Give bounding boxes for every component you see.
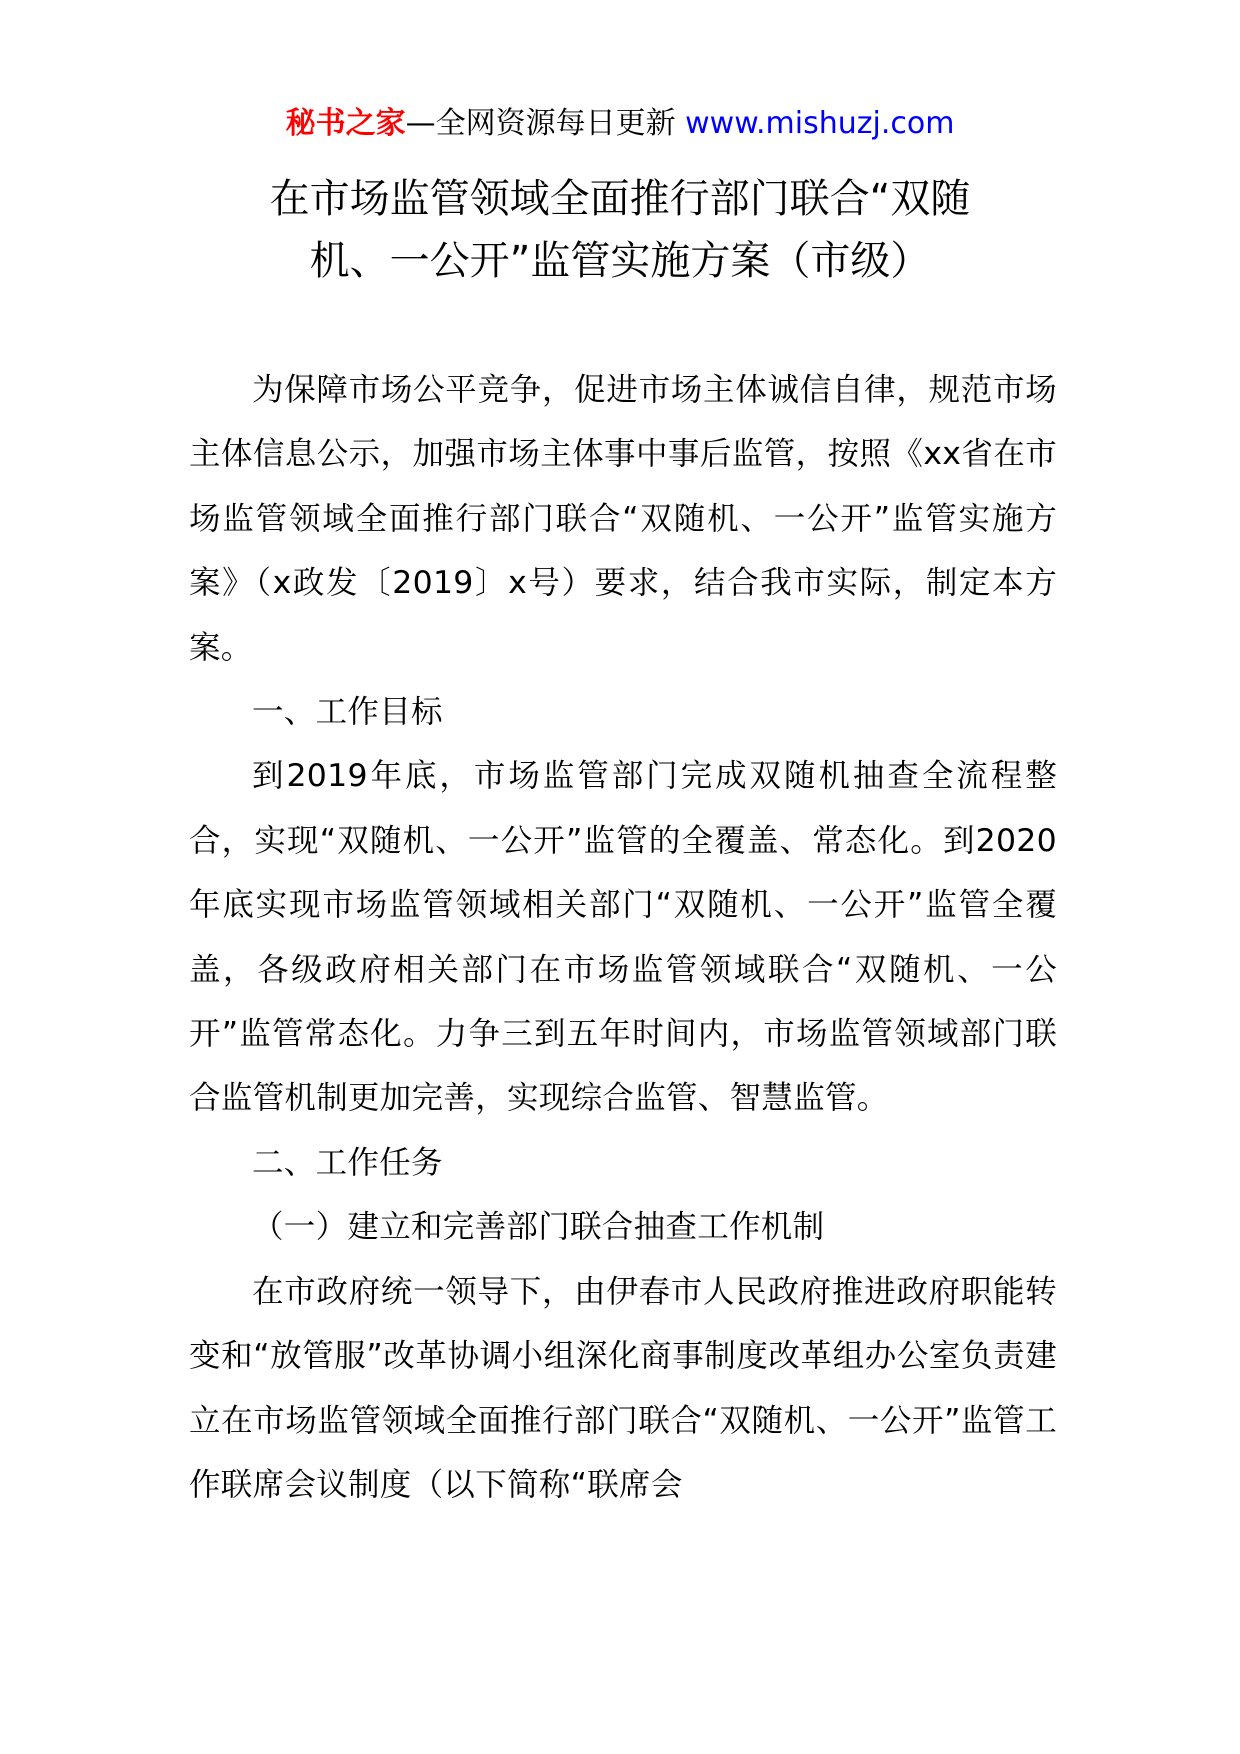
paragraph-goals: 到2019年底，市场监管部门完成双随机抽查全流程整合，实现“双随机、一公开”监管的全覆盖、常态化。到2020年底实现市场监管领域相关部门“双随机、一公开”监管全覆盖，各级政府相关部门在市场监管领域联合“双随机、一公开”监管常态化。力争三到五年时间内，市场监管领域部门联合监管机制更加完善，实现综合监管、智慧监管。	[189, 758, 1057, 1117]
site-url-link[interactable]: www.mishuzj.com	[685, 106, 955, 141]
paragraph-intro: 为保障市场公平竞争，促进市场主体诚信自律，规范市场主体信息公示，加强市场主体事中事后监管，按照《xx省在市场监管领域全面推行部门联合“双随机、一公开”监管实施方案》（x政发〔2019〕x号）要求，结合我市实际，制定本方案。	[189, 372, 1057, 666]
subsection-heading-mechanism: （一）建立和完善部门联合抽查工作机制	[252, 1209, 825, 1246]
section-heading-goals: 一、工作目标	[252, 694, 443, 731]
document-body	[189, 358, 1057, 1517]
title-line-1: 在市场监管领域全面推行部门联合“双随	[269, 176, 971, 222]
site-tagline: —全网资源每日更新	[405, 106, 686, 141]
paragraph-mechanism: 在市政府统一领导下，由伊春市人民政府推进政府职能转变和“放管服”改革协调小组深化商事制度改革组办公室负责建立在市场监管领域全面推行部门联合“双随机、一公开”监管工作联席会议制度（以下简称“联席会	[189, 1273, 1057, 1503]
title-line-2: 机、一公开”监管实施方案（市级）	[309, 238, 931, 284]
document-title	[190, 168, 1050, 292]
site-brand: 秘书之家	[285, 106, 406, 141]
site-header	[0, 104, 1240, 144]
section-heading-tasks: 二、工作任务	[252, 1144, 443, 1181]
